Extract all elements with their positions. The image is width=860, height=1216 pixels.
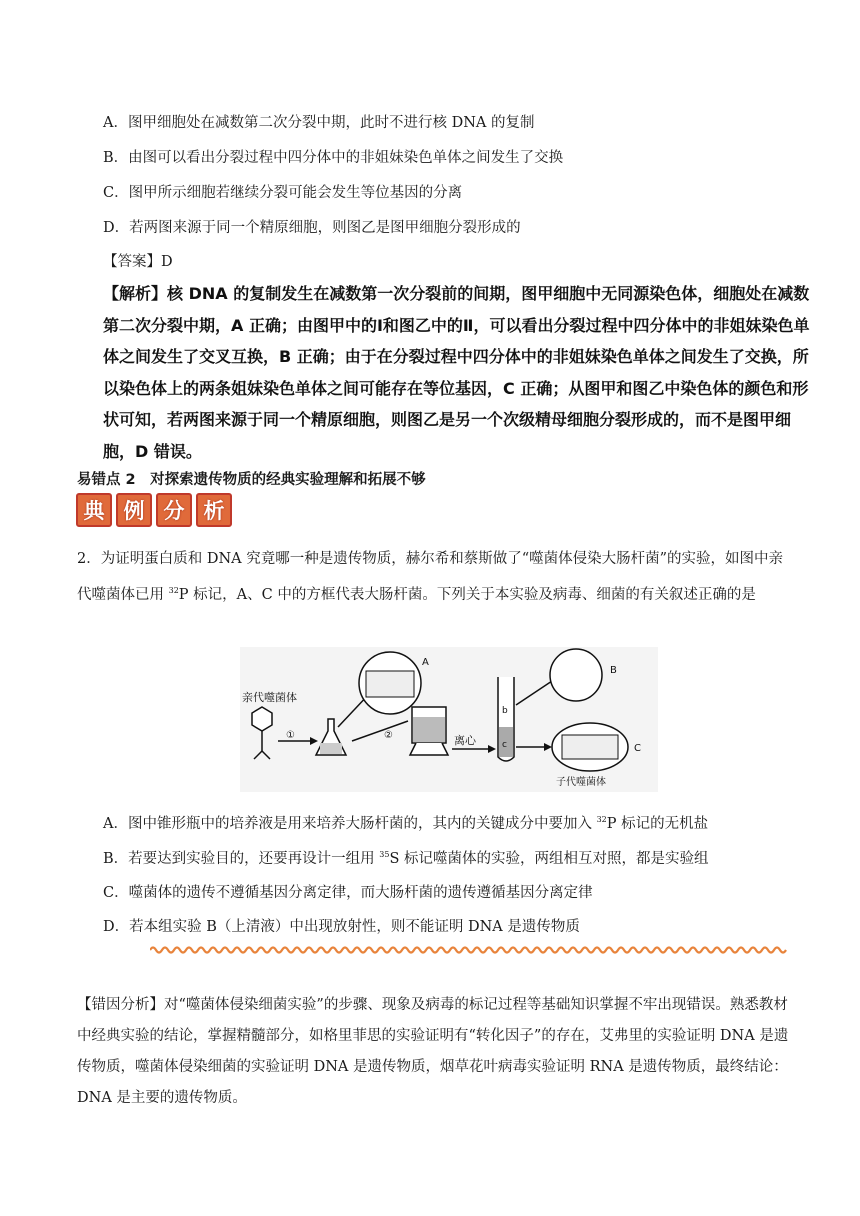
phage-experiment-figure (240, 647, 658, 792)
parent-phage-label: 亲代噬菌体 (242, 691, 297, 704)
q1-option-b: B．由图可以看出分裂过程中四分体中的非姐妹染色单体之间发生了交换 (103, 150, 564, 166)
centrifuge-label: 离心 (454, 734, 476, 747)
q1-option-a: A．图甲细胞处在减数第二次分裂中期，此时不进行核 DNA 的复制 (103, 115, 535, 131)
error-analysis-paragraph: 【错因分析】对“噬菌体侵染细菌实验”的步骤、现象及病毒的标记过程等基础知识掌握不牢出现错误。熟悉教材中经典实验的结论，掌握精髓部分，如格里菲思的实验证明有“转化因子”的存在，艾弗里的实验证明 DNA 是遗传物质，噬菌体侵染细菌的实验证明 DNA 是遗传物质，烟草花叶病毒实验证明 RNA 是遗传物质，最终结论：DNA 是主要的遗传物质。 (77, 997, 789, 1106)
q2-text-1: 2．为证明蛋白质和 DNA 究竟哪一种是遗传物质，赫尔希和蔡斯做了“噬菌体侵染大肠杆菌”的实验，如图中亲代噬菌体已用 (77, 551, 784, 603)
tube-label-c: c (502, 740, 507, 750)
wave-divider (150, 944, 790, 956)
q2-option-a (103, 812, 708, 833)
step-2-label: ② (384, 730, 393, 741)
step-1-label: ① (286, 730, 295, 741)
q1-option-c: C．图甲所示细胞若继续分裂可能会发生等位基因的分离 (103, 185, 463, 201)
q2-option-d: D．若本组实验 B（上清液）中出现放射性，则不能证明 DNA 是遗传物质 (103, 919, 580, 935)
offspring-phage-label: 子代噬菌体 (556, 777, 606, 788)
label-c: C (634, 743, 641, 754)
q1-option-d: D．若两图来源于同一个精原细胞，则图乙是图甲细胞分裂形成的 (103, 220, 521, 236)
q2-option-a-post: P 标记的无机盐 (606, 816, 709, 832)
beaker-icon (410, 707, 448, 755)
q2-option-b-pre: B．若要达到实验目的，还要再设计一组用 (103, 851, 380, 867)
q2-option-c: C．噬菌体的遗传不遵循基因分离定律，而大肠杆菌的遗传遵循基因分离定律 (103, 885, 593, 901)
question-2 (77, 544, 797, 611)
q2-option-a-pre: A．图中锥形瓶中的培养液是用来培养大肠杆菌的，其内的关键成分中要加入 (103, 816, 597, 832)
badge-char: 例 (116, 493, 152, 527)
q2-option-b-post: S 标记噬菌体的实验，两组相互对照，都是实验组 (389, 851, 709, 867)
answer: 【答案】D (103, 254, 173, 270)
example-analysis-badge (76, 493, 232, 527)
label-a: A (422, 657, 429, 668)
badge-char: 典 (76, 493, 112, 527)
circle-b (550, 649, 602, 701)
q2-text-2: P 标记，A、C 中的方框代表大肠杆菌。下列关于本实验及病毒、细菌的有关叙述正确的是 (178, 587, 756, 603)
q2-option-b (103, 847, 709, 868)
q2-sup: 32 (168, 586, 179, 595)
label-b: B (610, 665, 617, 676)
badge-char: 析 (196, 493, 232, 527)
section-heading: 易错点 2 对探索遗传物质的经典实验理解和拓展不够 (77, 472, 426, 488)
q2-option-a-sup: 32 (596, 815, 607, 824)
analysis-paragraph: 【解析】核 DNA 的复制发生在减数第一次分裂前的间期，图甲细胞中无同源染色体，细胞处在减数第二次分裂中期，A 正确；由图甲中的Ⅰ和图乙中的Ⅱ，可以看出分裂过程中四分体中的非姐妹染色单体之间发生了交叉互换，B 正确；由于在分裂过程中四分体中的非姐妹染色单体之间发生了交换，所以染色体上的两条姐妹染色单体之间可能存在等位基因，C 正确；从图甲和图乙中染色体的颜色和形状可知，若两图来源于同一个精原细胞，则图乙是另一个次级精母细胞分裂形成的，而不是图甲细胞，D 错误。 (103, 284, 810, 461)
badge-char: 分 (156, 493, 192, 527)
tube-label-b: b (502, 706, 508, 716)
q2-option-b-sup: 35 (379, 850, 390, 859)
